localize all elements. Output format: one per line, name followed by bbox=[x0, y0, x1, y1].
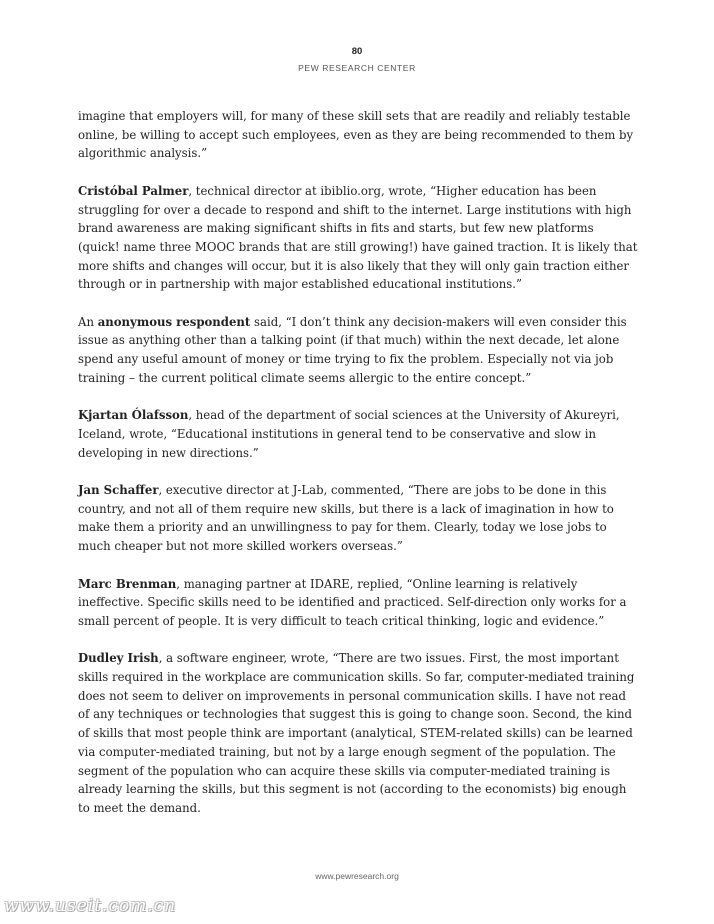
quote-text: , technical director at ibiblio.org, wrote, “Higher education has been struggling for over a decade to respond and shift to the internet. Large institutions with high brand awareness are making significant shifts in fits and starts, but few new platforms (quick! name three MOOC brands that are still growing!) have gained traction. It is likely that more shifts and changes will occur, but it is also likely that they will only gain traction either through or in partnership with major established educational institutions.” bbox=[78, 183, 638, 292]
organization-name: PEW RESEARCH CENTER bbox=[298, 63, 416, 73]
speaker-name: Marc Brenman bbox=[78, 576, 177, 591]
quote-text: , head of the department of social sciences at the University of Akureyri, Iceland, wrote, “Educational institutions in general tend to be conservative and slow in developing in new directions.” bbox=[78, 408, 620, 460]
quote-paragraph bbox=[78, 481, 638, 556]
intro-paragraph: imagine that employers will, for many of these skill sets that are readily and reliably testable online, be willing to accept such employees, even as they are being recommended to them by algorithmic analysis.” bbox=[78, 109, 634, 161]
speaker-name: Kjartan Ólafsson bbox=[78, 408, 189, 423]
quote-text: , a software engineer, wrote, “There are two issues. First, the most important skills required in the workplace are communication skills. So far, computer-mediated training does not seem to deliver on improvements in personal communication skills. I have not read of any techniques or technologies that suggest this is going to change soon. Second, the kind of skills that most people think are important (analytical, STEM-related skills) can be learned via computer-mediated training, but not by a large enough segment of the population. The segment of the population who can acquire these skills via computer-mediated training is already learning the skills, but this segment is not (according to the economists) big enough to meet the demand. bbox=[78, 651, 635, 815]
quote-text: , managing partner at IDARE, replied, “Online learning is relatively ineffective. Specific skills need to be identified and practiced. Self-direction only works for a small percent of people. It is very difficult to teach critical thinking, logic and evidence.” bbox=[78, 576, 627, 628]
footer-url: www.pewresearch.org bbox=[315, 871, 399, 881]
watermark: www.useit.com.cn bbox=[4, 896, 177, 916]
quote-paragraph bbox=[78, 575, 638, 631]
quote-paragraph bbox=[78, 649, 638, 817]
speaker-name: Jan Schaffer bbox=[78, 483, 159, 497]
quote-paragraph bbox=[78, 313, 638, 388]
speaker-name: Cristóbal Palmer bbox=[78, 183, 189, 198]
body-text bbox=[78, 107, 638, 836]
speaker-name: Dudley Irish bbox=[78, 651, 159, 666]
quote-prefix: An bbox=[78, 314, 98, 329]
quote-text: said, “I don’t think any decision-makers will even consider this issue as anything other than a talking point (if that much) within the next decade, let alone spend any useful amount of money or time trying to fix the problem. Especially not via job training – the current political climate seems allergic to the entire concept.” bbox=[78, 314, 627, 385]
quote-paragraph bbox=[78, 406, 638, 462]
quote-text: , executive director at J-Lab, commented, “There are jobs to be done in this country, and not all of them require new skills, but there is a lack of imagination in how to make them a priority and an unwillingness to pay for them. Clearly, today we lose jobs to much cheaper but not more skilled workers overseas.” bbox=[78, 483, 614, 554]
quote-paragraph bbox=[78, 182, 638, 294]
page-number: 80 bbox=[351, 46, 363, 57]
speaker-name: anonymous respondent bbox=[97, 314, 251, 329]
